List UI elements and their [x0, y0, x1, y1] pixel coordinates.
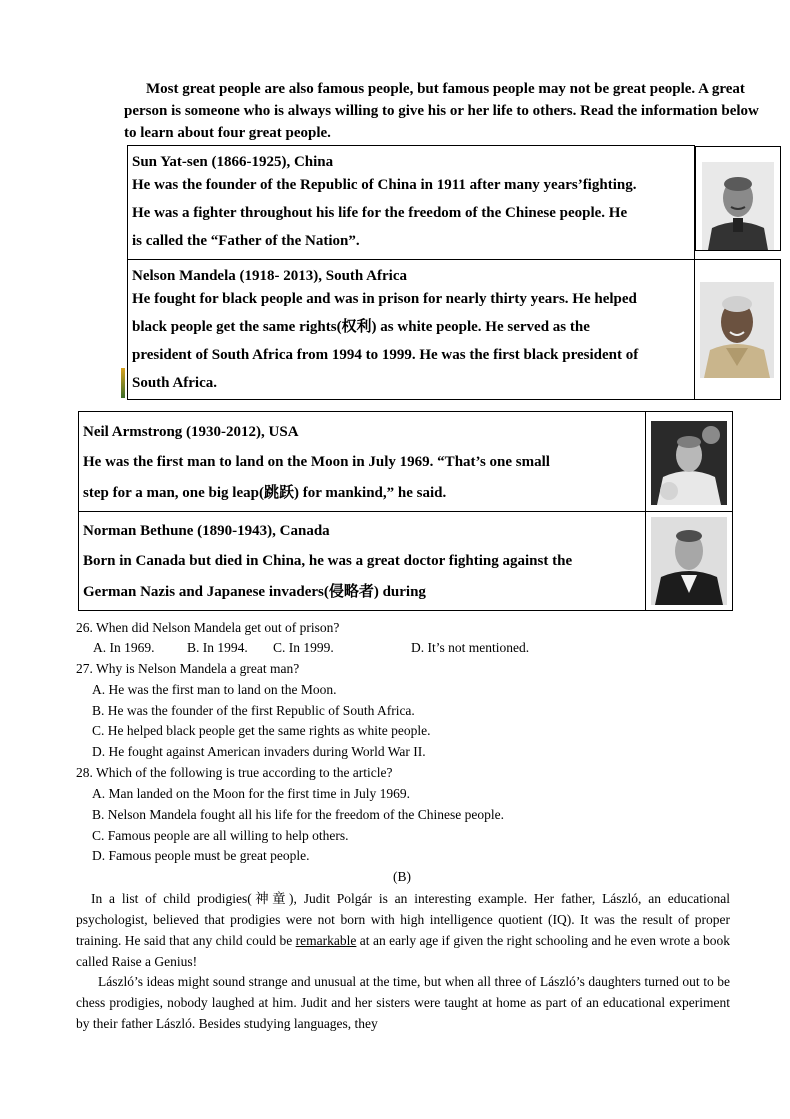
- person-row-nelson-mandela: [128, 260, 781, 400]
- question-26: 26. When did Nelson Mandela get out of prison?: [76, 620, 340, 635]
- person-row-sun-yat-sen: [128, 146, 781, 260]
- sun-yat-sen-portrait: [702, 162, 774, 250]
- person-row-neil-armstrong: [79, 412, 733, 512]
- person-line: step for a man, one big leap(跳跃) for mankind,” he said.: [83, 485, 447, 501]
- section-b-paragraph-2: László’s ideas might sound strange and unusual at the time, but when all three of László’s daughters turned out to be chess prodigies, nobody laughed at him. Judit and her sisters were taught at home as part of an educational experiment by their father László. Besides studying languages, they: [76, 974, 730, 1031]
- option-28-d: D. Famous people must be great people.: [92, 848, 310, 863]
- section-b-paragraph-1: [76, 888, 730, 972]
- decorative-strip: [121, 368, 125, 398]
- person-line: He was the founder of the Republic of China in 1911 after many years’fighting.: [132, 177, 637, 193]
- underlined-word: remarkable: [295, 933, 357, 948]
- option-26-a: A. In 1969.: [93, 640, 155, 655]
- person-heading: Sun Yat-sen (1866-1925), China: [132, 154, 334, 170]
- person-photo-cell: [695, 146, 781, 251]
- option-27-b: B. He was the founder of the first Republic of South Africa.: [92, 703, 415, 718]
- option-28-b: B. Nelson Mandela fought all his life for the freedom of the Chinese people.: [92, 807, 505, 822]
- people-table-1: [127, 145, 781, 400]
- paragraph-1-text-b: at an early age if given the right schooling and he even wrote a book called Raise a Genius!: [76, 933, 730, 969]
- person-photo-cell: [694, 260, 781, 400]
- norman-bethune-portrait: [651, 517, 727, 605]
- section-b-label: (B): [393, 869, 411, 884]
- paragraph-1-text-a: In a list of child prodigies(神童), Judit Polgár is an interesting example. Her father, László, an educational psychologist, believed that prodigies were not born with high intelligence quotient (IQ). It was the result of proper training. He said that any child could be: [76, 891, 730, 948]
- option-27-a: A. He was the first man to land on the Moon.: [92, 682, 337, 697]
- intro-paragraph: Most great people are also famous people, but famous people may not be great people. A great person is someone who is always willing to give his or her life to others. Read the information below to learn about four great people.: [124, 81, 759, 141]
- person-text-cell: [128, 260, 695, 400]
- person-heading: Norman Bethune (1890-1943), Canada: [83, 523, 330, 539]
- person-line: Born in Canada but died in China, he was a great doctor fighting against the: [83, 553, 573, 569]
- person-line: German Nazis and Japanese invaders(侵略者) during: [83, 584, 426, 600]
- option-26-b: B. In 1994.: [187, 640, 248, 655]
- person-text-cell: [79, 512, 646, 611]
- option-28-c: C. Famous people are all willing to help others.: [92, 828, 349, 843]
- person-line: He fought for black people and was in prison for nearly thirty years. He helped: [132, 291, 637, 307]
- nelson-mandela-portrait: [700, 282, 774, 378]
- option-27-d: D. He fought against American invaders during World War II.: [92, 744, 426, 759]
- person-line: black people get the same rights(权利) as white people. He served as the: [132, 319, 590, 335]
- person-heading: Nelson Mandela (1918- 2013), South Africa: [132, 268, 407, 284]
- person-line: He was a fighter throughout his life for the freedom of the Chinese people. He: [132, 205, 628, 221]
- question-27: 27. Why is Nelson Mandela a great man?: [76, 661, 300, 676]
- person-text-cell: [79, 412, 646, 512]
- person-line: is called the “Father of the Nation”.: [132, 233, 360, 249]
- option-27-c: C. He helped black people get the same rights as white people.: [92, 723, 431, 738]
- person-photo-cell: [646, 412, 733, 512]
- person-row-norman-bethune: [79, 512, 733, 611]
- option-26-d: D. It’s not mentioned.: [411, 640, 530, 655]
- person-line: president of South Africa from 1994 to 1999. He was the first black president of: [132, 347, 639, 363]
- people-table-2: [78, 411, 733, 611]
- option-28-a: A. Man landed on the Moon for the first time in July 1969.: [92, 786, 410, 801]
- neil-armstrong-portrait: [651, 421, 727, 505]
- person-line: South Africa.: [132, 375, 218, 391]
- person-line: He was the first man to land on the Moon in July 1969. “That’s one small: [83, 454, 550, 470]
- option-26-c: C. In 1999.: [273, 640, 334, 655]
- person-photo-cell: [646, 512, 733, 611]
- question-28: 28. Which of the following is true according to the article?: [76, 765, 393, 780]
- person-text-cell: [128, 146, 695, 260]
- person-heading: Neil Armstrong (1930-2012), USA: [83, 424, 299, 440]
